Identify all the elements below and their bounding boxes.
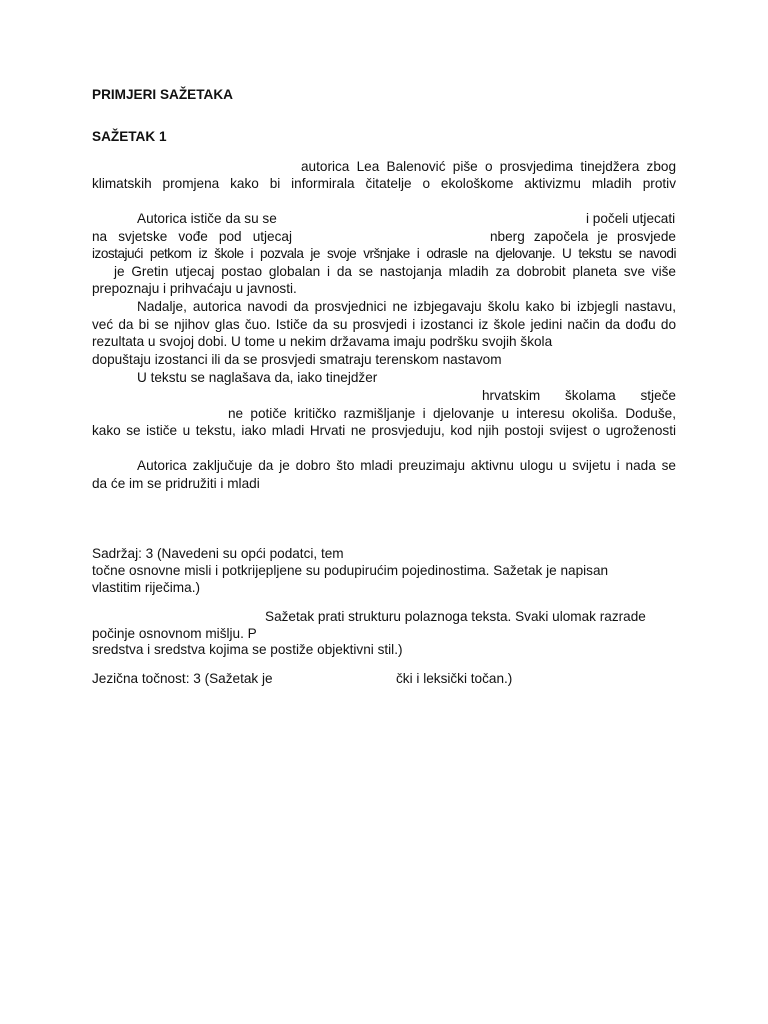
eval-structure-line-1: Sažetak prati strukturu polaznoga teksta. Svaki ulomak razrade bbox=[265, 609, 646, 624]
p3-line-2: već da bi se njihov glas čuo. Ističe da su prosvjedi i izostanci iz škole jedini način da dođu do bbox=[92, 317, 676, 332]
p2-line-1b: i počeli utjecati bbox=[586, 211, 676, 226]
p2-line-4: je Gretin utjecaj postao globalan i da se nastojanja mladih za dobrobit planeta sve više bbox=[114, 264, 676, 279]
p4-line-3: ne potiče kritičko razmišljanje i djelovanje u interesu okoliša. Doduše, bbox=[228, 406, 676, 421]
p2-line-1a: Autorica ističe da su se bbox=[137, 211, 277, 226]
eval-language-part-a: Jezična točnost: 3 (Sažetak je bbox=[92, 671, 273, 686]
p5-line-2: da će im se pridružiti i mladi bbox=[92, 476, 260, 491]
p4-line-2: hrvatskim školama stječe bbox=[482, 388, 676, 403]
p2-line-5: prepoznaju i prihvaćaju u javnosti. bbox=[92, 281, 297, 296]
p4-line-1: U tekstu se naglašava da, iako tinejdžer bbox=[137, 370, 378, 385]
eval-language-part-b: čki i leksički točan.) bbox=[396, 671, 513, 686]
document-heading: PRIMJERI SAŽETAKA bbox=[92, 87, 233, 102]
p2-line-2a: na svjetske vođe pod utjecaj bbox=[92, 229, 292, 244]
p1-line-2: klimatskih promjena kako bi informirala čitatelje o ekološkome aktivizmu mladih protiv bbox=[92, 176, 676, 191]
p2-line-3: izostajući petkom iz škole i pozvala je svoje vršnjake i odrasle na djelovanje. U tekstu se navodi bbox=[92, 246, 676, 261]
eval-content-line-2: točne osnovne misli i potkrijepljene su podupirućim pojedinostima. Sažetak je napisan bbox=[92, 563, 609, 578]
p5-line-1: Autorica zaključuje da je dobro što mladi preuzimaju aktivnu ulogu u svijetu i nada se bbox=[137, 458, 676, 473]
p2-line-2b: nberg započela je prosvjede bbox=[490, 229, 676, 244]
summary-title: SAŽETAK 1 bbox=[92, 129, 167, 144]
p3-line-1: Nadalje, autorica navodi da prosvjednici ne izbjegavaju školu kako bi izbjegli nastavu, bbox=[137, 299, 676, 314]
p4-line-4: kako se ističe u tekstu, iako mladi Hrvati ne prosvjeduju, kod njih postoji svijest o ugroženosti bbox=[92, 423, 676, 438]
eval-content-line-1: Sadržaj: 3 (Navedeni su opći podatci, tem bbox=[92, 546, 344, 561]
p1-line-1: autorica Lea Balenović piše o prosvjedima tinejdžera zbog bbox=[301, 159, 676, 174]
eval-structure-line-3: sredstva i sredstva kojima se postiže objektivni stil.) bbox=[92, 642, 403, 657]
eval-content-line-3: vlastitim riječima.) bbox=[92, 580, 200, 595]
p3-line-3: rezultata u svojoj dobi. U tome u nekim državama imaju podršku svojih škola bbox=[92, 334, 553, 349]
eval-structure-line-2: počinje osnovnom mišlju. P bbox=[92, 626, 257, 641]
p3-line-4: dopuštaju izostanci ili da se prosvjedi smatraju terenskom nastavom bbox=[92, 352, 502, 367]
